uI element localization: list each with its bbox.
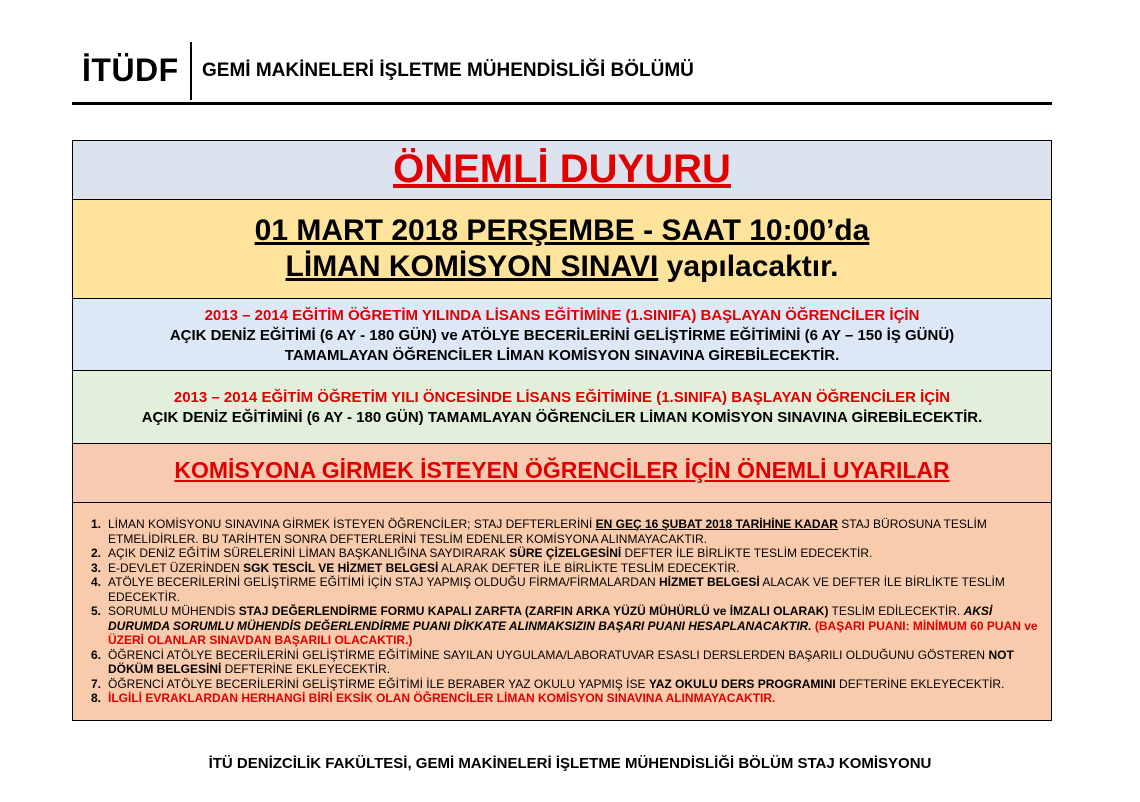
announcement-title: ÖNEMLİ DUYURU <box>393 147 731 191</box>
item-text: SORUMLU MÜHENDİS <box>108 604 239 618</box>
item-text: ALACAK VE DEFTER İLE BİRLİKTE TESLİM EDECEKTİR. <box>108 575 1005 604</box>
item-score-note: (BAŞARI PUANI: MİNİMUM 60 PUAN ve ÜZERİ OLANLAR SINAVDAN BAŞARILI OLACAKTIR.) <box>108 618 1038 647</box>
item-text: STAJ BÜROSUNA TESLİM ETMELİDİRLER. BU TARİHTEN SONRA DEFTERLERİNİ TESLİM EDENLER KOMİSYONA ALINMAYACAKTIR. <box>108 517 987 546</box>
group1-line1: AÇIK DENİZ EĞİTİMİ (6 AY - 180 GÜN) ve ATÖLYE BECERİLERİNİ GELİŞTİRME EĞİTİMİNİ (6 AY – 150 İŞ GÜNÜ) <box>169 327 955 344</box>
item-text: DEFTERİNE EKLEYECEKTİR. <box>835 676 1005 691</box>
item-number: 5. <box>90 604 101 618</box>
warnings-list <box>83 517 1038 706</box>
item-number: 1. <box>90 517 101 531</box>
warnings-title: KOMİSYONA GİRMEK İSTEYEN ÖĞRENCİLER İÇİN ÖNEMLİ UYARILAR <box>174 457 950 483</box>
group1-heading: 2013 – 2014 EĞİTİM ÖĞRETİM YILINDA LİSANS EĞİTİMİNE (1.SINIFA) BAŞLAYAN ÖĞRENCİLER İÇİN <box>204 307 920 324</box>
exam-name: LİMAN KOMİSYON SINAVI <box>285 250 659 283</box>
item-number: 4. <box>90 575 101 589</box>
group1-line2: TAMAMLAYAN ÖĞRENCİLER LİMAN KOMİSYON SINAVINA GİREBİLECEKTİR. <box>284 347 840 364</box>
item-number: 6. <box>90 647 101 662</box>
item-highlight: YAZ OKULU DERS PROGRAMINI <box>648 676 836 691</box>
warning-item <box>83 677 1038 692</box>
item-emphasis: AKSİ DURUMDA SORUMLU MÜHENDİS DEĞERLENDİRME PUANI DİKKATE ALINMAKSIZIN BAŞARI PUANI HESAPLANACAKTIR. <box>108 604 993 633</box>
item-text: ALARAK DEFTER İLE BİRLİKTE TESLİM EDECEKTİR. <box>438 560 740 575</box>
exam-suffix: yapılacaktır. <box>658 250 839 283</box>
group2-line1: AÇIK DENİZ EĞİTİMİNİ (6 AY - 180 GÜN) TAMAMLAYAN ÖĞRENCİLER LİMAN KOMİSYON SINAVINA GİREBİLECEKTİR. <box>141 409 983 426</box>
item-text: LİMAN KOMİSYONU SINAVINA GİRMEK İSTEYEN ÖĞRENCİLER; STAJ DEFTERLERİNİ <box>108 517 596 531</box>
item-number: 8. <box>90 691 101 705</box>
item-text: DEFTERİNE EKLEYECEKTİR. <box>221 662 391 676</box>
item-highlight: NOT DÖKÜM BELGESİNİ <box>108 647 1014 676</box>
exam-name-line <box>73 249 1051 285</box>
warning-item <box>83 546 1038 561</box>
group2-heading: 2013 – 2014 EĞİTİM ÖĞRETİM YILI ÖNCESİNDE LİSANS EĞİTİMİNE (1.SINIFA) BAŞLAYAN ÖĞRENCİLER İÇİN <box>173 389 951 406</box>
item-highlight: SGK TESCİL VE HİZMET BELGESİ <box>243 560 439 575</box>
item-number: 7. <box>90 676 101 691</box>
item-highlight: HİZMET BELGESİ <box>658 575 760 589</box>
item-text: ÖĞRENCİ ATÖLYE BECERİLERİNİ GELİŞTİRME EĞİTİMİNE SAYILAN UYGULAMA/LABORATUVAR ESASLI DERSLERDEN BAŞARILI OLDUĞUNU GÖSTEREN <box>108 647 989 662</box>
warning-item <box>83 561 1038 576</box>
group2-box <box>72 370 1052 444</box>
item-deadline: EN GEÇ 16 ŞUBAT 2018 TARİHİNE KADAR <box>595 517 838 531</box>
item-number: 3. <box>90 560 101 575</box>
page-header <box>72 42 1052 105</box>
item-text: İLGİLİ EVRAKLARDAN HERHANGİ BİRİ EKSİK OLAN ÖĞRENCİLER LİMAN KOMİSYON SINAVINA ALINMAYACAKTIR. <box>108 691 776 705</box>
warning-item <box>83 691 1038 706</box>
warning-item <box>83 575 1038 604</box>
item-text: ÖĞRENCİ ATÖLYE BECERİLERİNİ GELİŞTİRME EĞİTİMİ İLE BERABER YAZ OKULU YAPMIŞ İSE <box>108 676 649 691</box>
item-highlight: STAJ DEĞERLENDİRME FORMU KAPALI ZARFTA (ZARFIN ARKA YÜZÜ MÜHÜRLÜ ve İMZALI OLARAK) <box>238 604 829 618</box>
warning-item <box>83 517 1038 546</box>
item-text: AÇIK DENİZ EĞİTİM SÜRELERİNİ LİMAN BAŞKANLIĞINA SAYDIRARAK <box>108 546 510 560</box>
item-text: TESLİM EDİLECEKTİR. <box>828 604 964 618</box>
itudf-logo: İTÜDF <box>82 52 179 88</box>
header-divider <box>190 42 192 100</box>
item-text: DEFTER İLE BİRLİKTE TESLİM EDECEKTİR. <box>621 546 873 560</box>
item-text: ATÖLYE BECERİLERİNİ GELİŞTİRME EĞİTİMİ İÇİN STAJ YAPMIŞ OLDUĞU FİRMA/FİRMALARDAN <box>108 575 659 589</box>
exam-date-box <box>72 199 1052 299</box>
warning-item <box>83 604 1038 648</box>
warnings-list-box <box>72 502 1052 721</box>
item-text: E-DEVLET ÜZERİNDEN <box>108 560 244 575</box>
exam-date: 01 MART 2018 PERŞEMBE - SAAT 10:00’da <box>254 214 870 247</box>
warnings-title-box <box>72 443 1052 503</box>
department-name: GEMİ MAKİNELERİ İŞLETME MÜHENDİSLİĞİ BÖLÜMÜ <box>202 60 694 81</box>
warning-item <box>83 648 1038 677</box>
group1-box <box>72 298 1052 371</box>
footer-signature: İTÜ DENİZCİLİK FAKÜLTESİ, GEMİ MAKİNELERİ İŞLETME MÜHENDİSLİĞİ BÖLÜM STAJ KOMİSYONU <box>208 755 932 772</box>
item-number: 2. <box>90 546 101 560</box>
item-highlight: SÜRE ÇİZELGESİNİ <box>509 546 622 560</box>
announcement-title-box <box>72 140 1052 200</box>
